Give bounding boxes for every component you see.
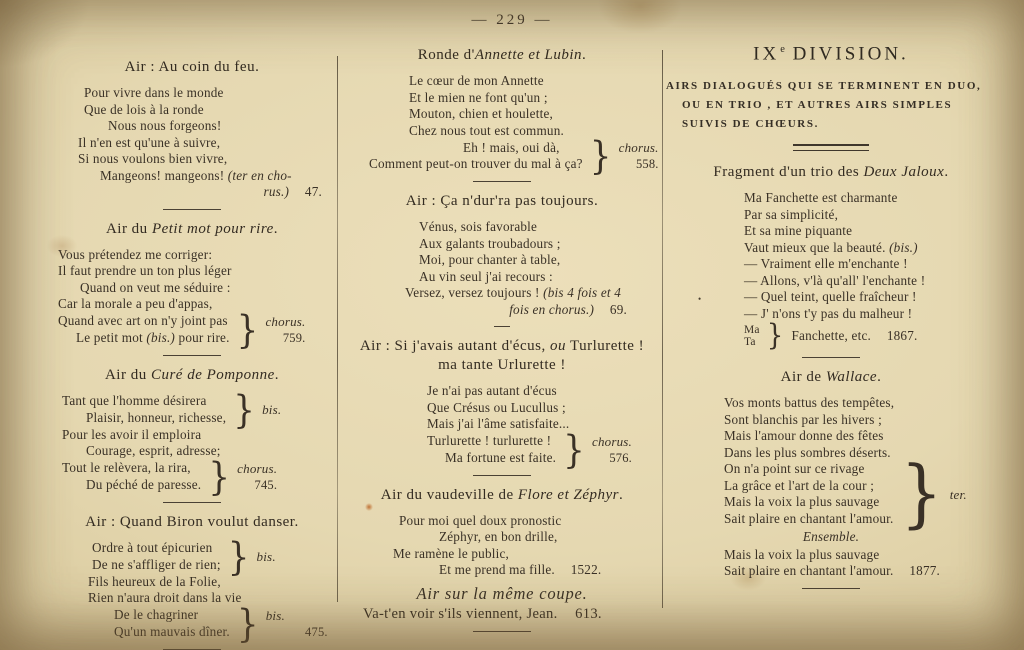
air-title	[347, 192, 657, 211]
verse-block	[347, 219, 657, 318]
text-segment: On n'a point sur ce rivage	[724, 461, 865, 477]
verse-line	[58, 263, 334, 280]
verse-line	[439, 562, 657, 579]
text-segment: Fils heureux de la Folie,	[88, 573, 221, 589]
air-title-line	[347, 46, 657, 65]
column-left	[50, 58, 334, 650]
section-divider	[793, 144, 869, 151]
verse-subtitle	[666, 529, 996, 546]
text-segment: Air de	[780, 369, 826, 386]
text-segment: 1522.	[570, 562, 602, 577]
verse-line	[62, 393, 226, 410]
text-segment: Sait plaire en chantant l'amour.	[724, 510, 894, 526]
text-segment: fois en chorus.)	[509, 301, 595, 317]
verse-block	[666, 190, 996, 354]
stacked-brace-line	[744, 319, 996, 354]
verse-line	[76, 330, 230, 347]
verse-block	[50, 387, 334, 499]
division-subtitle-line	[666, 77, 996, 96]
text-segment: 47.	[304, 184, 322, 199]
text-segment: ter.	[949, 486, 967, 502]
text-segment: Quand on veut me séduire :	[80, 279, 231, 295]
text-segment: Du péché de paresse.	[86, 476, 202, 492]
verse-line	[50, 184, 322, 201]
verse-line	[419, 219, 657, 236]
division-header	[666, 40, 996, 134]
verse-group	[92, 534, 334, 579]
verse-line	[347, 302, 627, 319]
fragment-trio-deux-jaloux	[666, 163, 996, 354]
text-segment: bis.	[262, 402, 282, 417]
air-title-line	[50, 513, 334, 532]
text-segment: e	[780, 44, 785, 55]
air-title	[50, 366, 334, 385]
refrain-label	[237, 461, 277, 493]
air-vaudeville-flore-et-zephyr	[347, 486, 657, 623]
text-segment: 1867.	[886, 328, 918, 344]
section-divider	[163, 502, 221, 503]
text-segment: rus.)	[263, 184, 290, 199]
verse-line	[744, 289, 996, 306]
text-segment: Zéphyr, en bon drille,	[439, 529, 558, 544]
text-segment: Il faut prendre un ton plus léger	[58, 263, 232, 278]
air-title-line	[666, 163, 996, 182]
refrain-label-text	[619, 140, 659, 155]
text-segment: ou	[549, 338, 566, 354]
verse-group	[369, 133, 659, 179]
text-segment: Quand avec art on n'y joint pas	[58, 313, 228, 328]
text-segment: Courage, esprit, adresse;	[86, 443, 221, 458]
song-number: 558.	[635, 157, 659, 171]
air-au-coin-du-feu	[50, 58, 334, 201]
verse-line	[405, 285, 657, 302]
air-title	[666, 40, 996, 63]
verse-line	[84, 85, 334, 102]
text-segment: Mangeons! mangeons!	[100, 167, 228, 183]
verse-line	[427, 400, 657, 417]
verse-line	[58, 313, 230, 330]
text-segment: Pour vivre dans le monde	[84, 85, 224, 100]
text-segment: Plaisir, honneur, richesse,	[86, 409, 227, 425]
text-segment: Comment peut-on trouver du mal à ça?	[369, 156, 583, 171]
text-segment: (bis.)	[889, 239, 918, 255]
verse-line	[463, 140, 583, 157]
verse-line	[419, 252, 657, 269]
verse-line	[724, 494, 894, 511]
verse-line	[409, 106, 657, 123]
text-segment: Me ramène le public,	[393, 545, 510, 561]
text-segment: Mais l'amour donne des fêtes	[724, 428, 884, 444]
text-segment: Le cœur de mon Annette	[409, 73, 544, 88]
verse-line	[744, 207, 996, 224]
text-segment: IX	[753, 43, 780, 65]
verse-line	[724, 511, 894, 528]
ronde-annette-et-lubin	[347, 46, 659, 179]
verse-line	[58, 296, 334, 313]
verse-group	[114, 601, 334, 646]
song-number: 475.	[305, 624, 328, 639]
verse-line	[78, 135, 334, 152]
air-ca-ndurra-pas-toujours	[347, 192, 657, 318]
refrain-label-text	[257, 549, 276, 564]
text-segment: Car la morale a peu d'appas,	[58, 296, 213, 311]
refrain-label-text	[592, 434, 632, 449]
text-segment: Wallace	[825, 369, 878, 386]
brace-glyph: }	[236, 601, 259, 646]
text-segment: Par sa simplicité,	[744, 206, 839, 222]
section-divider	[163, 209, 221, 210]
text-segment: Fanchette, etc.	[791, 328, 872, 344]
text-segment: Que Crésus ou Lucullus ;	[427, 399, 566, 415]
text-segment: — Quel teint, quelle fraîcheur !	[744, 289, 917, 305]
verse-line	[744, 240, 996, 257]
text-segment: ma tante Urlurette !	[438, 357, 566, 373]
text-segment: .	[274, 366, 280, 383]
verse-line	[419, 269, 657, 286]
air-title	[50, 58, 334, 77]
air-title	[50, 513, 334, 532]
text-segment: DIVISION.	[784, 43, 909, 65]
song-number: 576.	[609, 450, 633, 465]
column-rule-left	[337, 56, 338, 602]
text-segment: Eh ! mais, oui dà,	[463, 139, 560, 155]
refrain-label	[950, 487, 967, 502]
text-segment: Versez, versez toujours !	[405, 285, 544, 300]
refrain-label-text	[237, 461, 277, 476]
text-segment: Va-t'en voir s'ils viennent, Jean.	[363, 606, 558, 622]
verse-line	[78, 151, 334, 168]
text-segment: Que de lois à la ronde	[84, 101, 204, 117]
text-segment: Tant que l'homme désirera	[62, 393, 207, 408]
text-segment: (ter en cho-	[227, 167, 292, 183]
verse-line	[88, 590, 334, 607]
text-segment: Curé de Pomponne	[150, 366, 275, 383]
stacked-words	[744, 324, 760, 349]
text-segment: 69.	[609, 301, 627, 317]
verse-line	[114, 624, 230, 641]
text-segment: .	[582, 47, 587, 63]
verse-line	[724, 563, 996, 580]
air-title-line	[666, 368, 996, 387]
verse-line	[62, 427, 334, 444]
verse-line	[86, 410, 226, 427]
verse-line	[724, 428, 996, 445]
section-divider	[494, 326, 510, 327]
air-si-javais-autant-decus	[347, 337, 657, 472]
text-segment: Si nous voulons bien vivre,	[78, 151, 228, 166]
verse-line	[114, 607, 230, 624]
verse-group-lines	[62, 460, 201, 493]
text-segment: pour rire.	[175, 329, 230, 345]
text-segment: — J' n'ons t'y pas du malheur !	[744, 305, 913, 321]
text-segment: Mouton, chien et houlette,	[409, 106, 554, 121]
verse-group-lines	[92, 540, 221, 573]
text-segment: Deux Jaloux	[863, 164, 945, 181]
section-divider	[163, 649, 221, 650]
brace-glyph: }	[227, 534, 250, 579]
verse-line	[724, 478, 894, 495]
air-title-line	[347, 337, 657, 356]
verse-block	[666, 395, 996, 580]
text-segment: .	[944, 164, 949, 181]
verse-line	[100, 168, 334, 185]
air-title	[347, 337, 657, 375]
text-segment: Vous prétendez me corriger:	[58, 246, 213, 262]
text-segment: Moi, pour chanter à table,	[419, 252, 561, 267]
text-segment: Annette et Lubin	[474, 47, 583, 63]
text-segment: Sait plaire en chantant l'amour.	[724, 563, 894, 579]
stacked-word: Ta	[744, 336, 756, 349]
refrain-label-text	[265, 314, 305, 329]
air-title-line	[347, 486, 657, 505]
text-segment: Pour les avoir il emploira	[62, 426, 202, 442]
refrain-label-text	[266, 608, 328, 623]
text-segment: chorus.	[265, 313, 306, 329]
text-segment: Fragment d'un trio des	[713, 164, 864, 181]
stack-after-text	[791, 328, 917, 345]
stacked-word: Ma	[744, 323, 760, 336]
verse-line	[427, 433, 556, 450]
verse-line	[439, 529, 657, 546]
text-segment: chorus.	[591, 433, 633, 449]
text-segment: Pour moi quel doux pronostic	[399, 512, 562, 528]
text-segment: — Allons, v'là qu'all' l'enchante !	[744, 272, 926, 288]
verse-group-lines	[62, 393, 226, 426]
text-segment: Mais j'ai l'âme satisfaite...	[427, 416, 570, 431]
division-subtitle-line	[682, 96, 996, 115]
air-title-line	[50, 220, 334, 239]
text-segment: De ne s'affliger de rien;	[92, 556, 221, 572]
air-title	[347, 486, 657, 505]
division-subtitle-line	[682, 115, 996, 134]
verse-line	[92, 540, 221, 557]
verse-line	[724, 395, 996, 412]
verse-line	[744, 256, 996, 273]
air-title-line	[347, 192, 657, 211]
verse-line	[80, 280, 334, 297]
text-segment: Flore et Zéphyr	[517, 486, 619, 503]
brace-glyph: }	[233, 387, 256, 432]
verse-group-lines	[114, 607, 230, 640]
text-segment: .	[877, 369, 882, 386]
verse-group-lines	[724, 461, 894, 527]
verse-line	[427, 416, 657, 433]
text-segment: — Vraiment elle m'enchante !	[744, 256, 908, 272]
air-title	[666, 368, 996, 387]
text-segment: .	[273, 220, 279, 237]
verse-line	[744, 223, 996, 240]
text-segment: SUIVIS DE CHŒURS.	[682, 118, 819, 131]
text-segment: .	[618, 486, 624, 503]
text-segment: Air : Quand Biron voulut danser.	[85, 513, 299, 530]
air-title	[50, 220, 334, 239]
text-segment: Vos monts battus des tempêtes,	[724, 395, 895, 411]
column-middle	[347, 46, 657, 642]
air-quand-biron-voulut-danser	[50, 513, 334, 646]
text-segment: Et sa mine piquante	[744, 223, 853, 239]
text-segment: chorus.	[237, 460, 278, 476]
refrain-label	[266, 608, 328, 640]
verse-line	[363, 606, 657, 623]
verse-block	[347, 73, 659, 179]
verse-group-lines	[427, 433, 556, 466]
text-segment: Air sur la même coupe.	[416, 583, 588, 603]
page-number: — 229 —	[471, 12, 553, 28]
verse-block	[347, 383, 657, 472]
brace-glyph: }	[236, 307, 259, 352]
text-segment: Air : Ça n'dur'ra pas toujours.	[405, 193, 599, 209]
song-number: 759.	[282, 330, 306, 345]
text-segment: Petit mot pour rire	[151, 220, 274, 237]
text-segment: De le chagriner	[114, 607, 199, 622]
text-segment: bis.	[256, 549, 276, 564]
song-number: 745.	[254, 477, 278, 492]
text-segment: Tout le relèvera, la rira,	[62, 460, 191, 475]
verse-line	[409, 73, 657, 90]
text-segment: bis.	[265, 607, 285, 623]
text-segment: Air : Au coin du feu.	[124, 59, 260, 75]
air-cure-de-pomponne	[50, 366, 334, 499]
text-segment: Il n'en est qu'une à suivre,	[78, 134, 221, 150]
text-segment: Air du	[104, 366, 151, 383]
refrain-label	[619, 140, 659, 172]
text-segment: Sont blanchis par les hivers ;	[724, 411, 882, 427]
text-segment: Qu'un mauvais dîner.	[114, 623, 230, 639]
refrain-label-text	[262, 402, 281, 417]
air-title-line	[50, 366, 334, 385]
brace-glyph: }	[766, 319, 784, 354]
air-de-wallace	[666, 368, 996, 580]
section-divider	[163, 355, 221, 356]
text-segment: Aux galants troubadours ;	[419, 235, 561, 251]
verse-block	[50, 246, 334, 352]
verse-line	[92, 557, 221, 574]
column-right	[666, 40, 996, 599]
section-divider	[473, 631, 531, 632]
text-segment: Turlurette !	[565, 338, 645, 354]
text-segment: OU EN TRIO , ET AUTRES AIRS SIMPLES	[682, 99, 953, 112]
verse-line	[744, 190, 996, 207]
brace-glyph: }	[208, 454, 231, 499]
air-title-line	[347, 356, 657, 375]
text-segment: Ronde d'	[417, 47, 475, 63]
text-segment: Je n'ai pas autant d'écus	[427, 383, 557, 398]
text-segment: AIRS DIALOGUÉS QUI SE TERMINENT EN DUO,	[666, 80, 982, 93]
verse-line	[86, 477, 201, 494]
text-segment: Ma Fanchette est charmante	[744, 190, 898, 206]
text-segment: Mais la voix la plus sauvage	[724, 494, 880, 510]
refrain-label-text	[950, 487, 967, 502]
text-segment: Ma fortune est faite.	[445, 449, 557, 465]
text-segment: Air du	[105, 220, 152, 237]
verse-line	[369, 156, 583, 173]
refrain-label	[265, 314, 305, 346]
verse-line	[445, 450, 556, 467]
verse-group	[62, 387, 334, 432]
verse-subtitle	[347, 583, 657, 603]
verse-line	[419, 236, 657, 253]
verse-line	[409, 90, 657, 107]
text-segment: Et me prend ma fille.	[439, 562, 555, 577]
verse-group	[427, 427, 657, 472]
verse-block	[347, 513, 657, 623]
brace-glyph: }	[589, 133, 612, 179]
text-segment: Ordre à tout épicurien	[92, 540, 213, 555]
verse-group	[58, 307, 334, 352]
text-segment: Au vin seul j'ai recours :	[419, 268, 553, 284]
text-segment: La grâce et l'art de la cour ;	[724, 477, 875, 493]
section-divider	[802, 357, 860, 358]
air-title	[347, 46, 657, 65]
section-divider	[473, 181, 531, 182]
verse-block	[50, 534, 334, 646]
verse-line	[724, 445, 996, 462]
air-petit-mot-pour-rire	[50, 220, 334, 352]
text-segment: Mais la voix la plus sauvage	[724, 546, 880, 562]
verse-group-lines	[58, 313, 230, 346]
verse-group-lines	[369, 140, 583, 173]
verse-line	[744, 273, 996, 290]
verse-line	[62, 460, 201, 477]
refrain-label	[262, 402, 281, 417]
text-segment: Dans les plus sombres déserts.	[724, 444, 891, 460]
verse-block	[666, 77, 996, 134]
air-title	[666, 163, 996, 182]
text-segment: Ensemble.	[802, 529, 860, 545]
verse-block	[50, 85, 334, 201]
text-segment: Nous nous forgeons!	[108, 118, 222, 133]
text-segment: Chez nous tout est commun.	[409, 122, 565, 138]
verse-line	[393, 546, 657, 563]
verse-line	[724, 461, 894, 478]
text-segment: Vaut mieux que la beauté.	[744, 239, 890, 255]
text-segment: 613.	[575, 606, 602, 622]
text-segment: Le petit mot	[76, 329, 147, 345]
verse-line	[399, 513, 657, 530]
refrain-label	[592, 434, 632, 466]
text-segment: chorus.	[618, 140, 659, 155]
air-title-line	[50, 58, 334, 77]
verse-line	[409, 123, 657, 140]
verse-line	[88, 574, 334, 591]
verse-line	[724, 547, 996, 564]
section-divider	[473, 475, 531, 476]
air-title-line	[666, 40, 996, 63]
verse-line	[58, 247, 334, 264]
section-divider	[802, 588, 860, 589]
text-segment: Air : Si j'avais autant d'écus,	[359, 338, 550, 354]
brace-glyph: }	[563, 427, 585, 472]
text-segment: Turlurette ! turlurette !	[427, 433, 552, 448]
brace-glyph: }	[900, 450, 943, 537]
verse-line	[724, 412, 996, 429]
text-segment: Et le mien ne font qu'un ;	[409, 89, 548, 105]
text-segment: Vénus, sois favorable	[419, 219, 538, 234]
text-segment: (bis 4 fois et 4	[543, 285, 622, 300]
text-segment: 1877.	[909, 563, 941, 579]
column-rule-right	[662, 50, 663, 608]
text-segment: Rien n'aura droit dans la vie	[88, 590, 242, 605]
text-segment: Air du vaudeville de	[380, 486, 518, 503]
text-segment: (bis.)	[146, 329, 176, 345]
verse-line	[108, 118, 334, 135]
verse-line	[84, 102, 334, 119]
verse-line	[427, 383, 657, 400]
verse-group	[62, 454, 334, 499]
refrain-label	[257, 549, 276, 564]
